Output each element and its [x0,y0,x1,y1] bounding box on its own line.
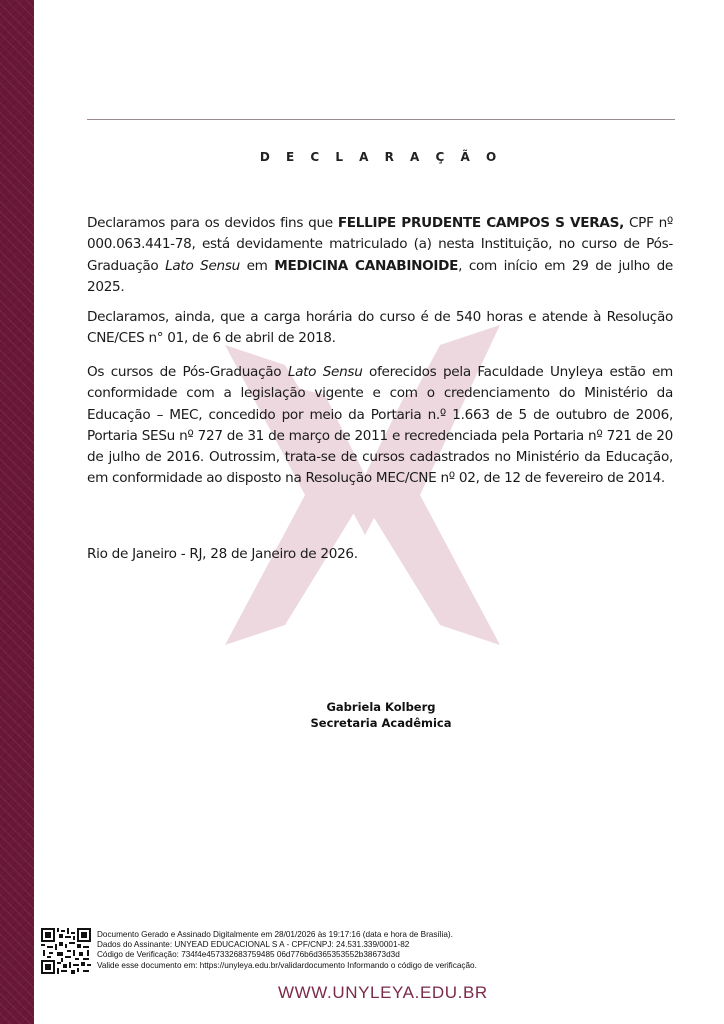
verification-line-validate: Valide esse documento em: https://unyleya.edu.br/validardocumento Informando o código de verificação. [97,960,477,970]
p1-lato-sensu: Lato Sensu [165,257,240,274]
verification-line-generated: Documento Gerado e Assinado Digitalmente em 28/01/2026 às 19:17:16 (data e hora de Brasília). [97,930,453,939]
p3-lato-sensu: Lato Sensu [287,364,363,380]
paragraph-enrollment [87,213,673,298]
place-date: Rio de Janeiro - RJ, 28 de Janeiro de 2026. [87,546,358,562]
page-title: D E C L A R A Ç Ã O [259,150,503,164]
p1-text-2: CPF nº 000.063.441-78, está devidamente matriculado (a) nesta Instituição, no curso de Pós-Graduação [87,215,673,274]
side-decorative-band [0,0,34,1024]
p1-text-1: Declaramos para os devidos fins que [87,215,338,231]
p3-text-1: Os cursos de Pós-Graduação [87,364,288,380]
p3-text-2: oferecidos pela Faculdade Unyleya estão em conformidade com a legislação vigente e com o credenciamento do Ministério da Educação – MEC, concedido por meio da Portaria n.º 1.663 de 5 de outubro de 2006, Portaria SESu nº 727 de 31 de março de 2011 e recredenciada pela Portaria nº 721 de 20 de julho de 2016. Outrossim, trata-se de cursos cadastrados no Ministério da Educação, em conformidade ao disposto na Resolução MEC/CNE nº 02, de 12 de fevereiro de 2014. [87,364,673,487]
p1-text-4: , com início em 29 de julho de 2025. [87,257,673,295]
paragraph-workload: Declaramos, ainda, que a carga horária do curso é de 540 horas e atende à Resolução CNE/CES n° 01, de 6 de abril de 2018. [87,309,673,347]
course-name: MEDICINA CANABINOIDE [274,257,459,274]
verification-line-signer: Dados do Assinante: UNYEAD EDUCACIONAL S A - CPF/CNPJ: 24.531.339/0001-82 [97,940,410,950]
p1-text-3: em [239,257,275,274]
student-name: FELLIPE PRUDENTE CAMPOS S VERAS, [337,215,625,231]
verification-block [97,930,577,971]
footer-website-link[interactable]: WWW.UNYLEYA.EDU.BR [278,983,488,1002]
qr-code-icon[interactable] [41,928,91,974]
top-divider [87,119,675,120]
verification-line-code: Código de Verificação: 734f4e457332683759485 06d776b6d365353552b38673d3d [97,950,400,960]
paragraph-accreditation [87,362,673,490]
signatory-name: Gabriela Kolberg [326,700,436,714]
signatory-role: Secretaria Acadêmica [310,716,452,730]
